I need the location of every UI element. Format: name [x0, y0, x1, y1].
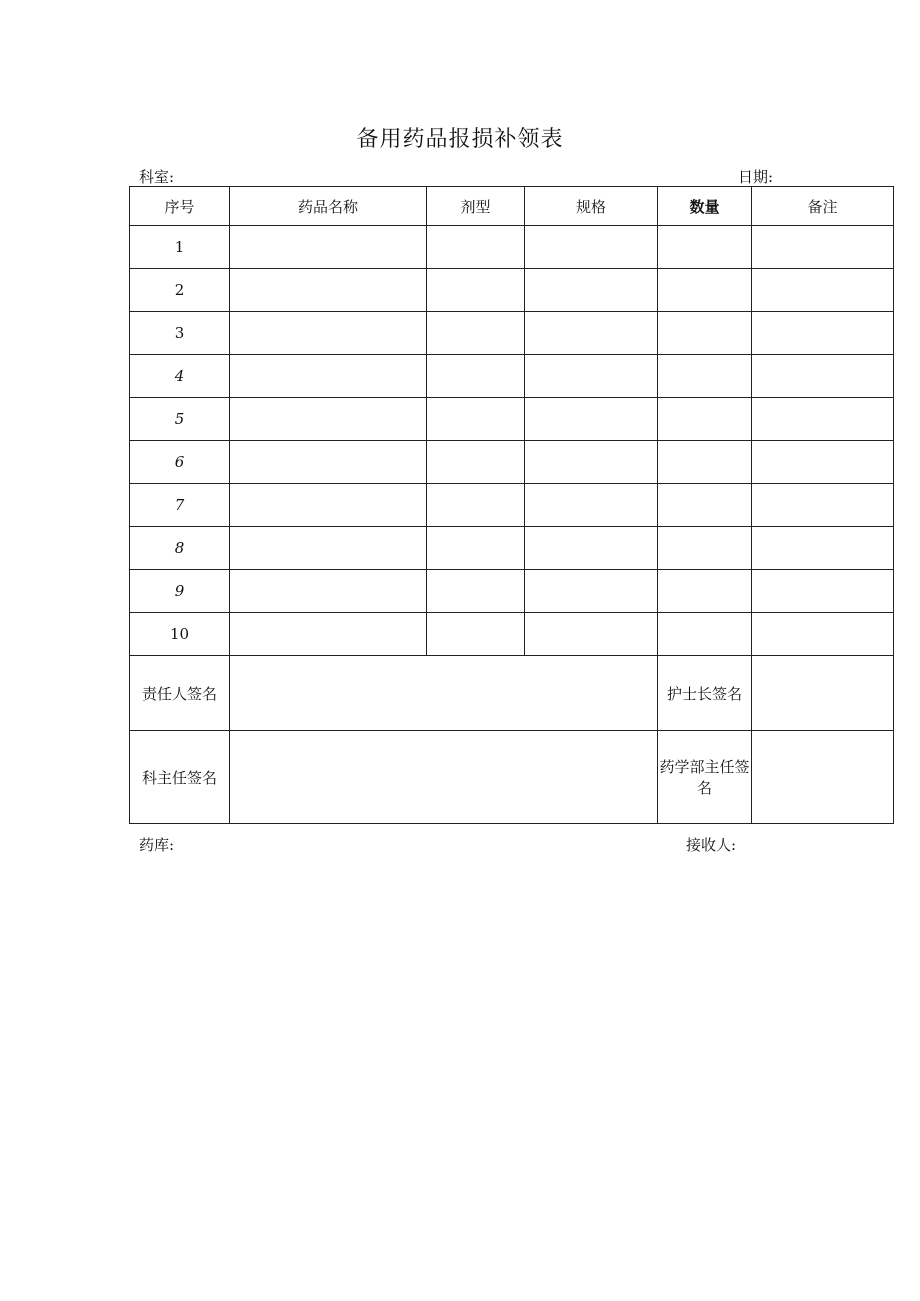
column-header-quantity: 数量 — [658, 187, 752, 226]
dosage-form-cell[interactable] — [427, 355, 525, 398]
specification-cell[interactable] — [525, 570, 658, 613]
quantity-cell[interactable] — [658, 527, 752, 570]
drug-name-cell[interactable] — [230, 441, 427, 484]
responsible-signature-label: 责任人签名 — [130, 656, 230, 731]
table-header-row — [130, 187, 894, 226]
table-row — [130, 312, 894, 355]
remarks-cell[interactable] — [752, 484, 894, 527]
specification-cell[interactable] — [525, 269, 658, 312]
department-label: 科室: — [139, 168, 175, 186]
remarks-cell[interactable] — [752, 355, 894, 398]
quantity-cell[interactable] — [658, 226, 752, 269]
specification-cell[interactable] — [525, 527, 658, 570]
specification-cell[interactable] — [525, 484, 658, 527]
dosage-form-cell[interactable] — [427, 613, 525, 656]
column-header-specification: 规格 — [525, 187, 658, 226]
remarks-cell[interactable] — [752, 441, 894, 484]
drug-name-cell[interactable] — [230, 269, 427, 312]
table-row — [130, 484, 894, 527]
dosage-form-cell[interactable] — [427, 527, 525, 570]
responsible-signature-field[interactable] — [230, 656, 658, 731]
dosage-form-cell[interactable] — [427, 226, 525, 269]
table-row — [130, 527, 894, 570]
row-number: 7 — [130, 484, 230, 527]
row-number: 8 — [130, 527, 230, 570]
drug-name-cell[interactable] — [230, 226, 427, 269]
quantity-cell[interactable] — [658, 269, 752, 312]
dosage-form-cell[interactable] — [427, 570, 525, 613]
row-number: 5 — [130, 398, 230, 441]
receiver-label: 接收人: — [686, 836, 737, 854]
row-number: 3 — [130, 312, 230, 355]
column-header-remarks: 备注 — [752, 187, 894, 226]
quantity-cell[interactable] — [658, 441, 752, 484]
specification-cell[interactable] — [525, 226, 658, 269]
table-row — [130, 355, 894, 398]
drug-name-cell[interactable] — [230, 355, 427, 398]
row-number: 2 — [130, 269, 230, 312]
dosage-form-cell[interactable] — [427, 398, 525, 441]
table-row — [130, 570, 894, 613]
drug-name-cell[interactable] — [230, 312, 427, 355]
signature-row-2 — [130, 731, 894, 824]
dosage-form-cell[interactable] — [427, 441, 525, 484]
remarks-cell[interactable] — [752, 312, 894, 355]
specification-cell[interactable] — [525, 441, 658, 484]
remarks-cell[interactable] — [752, 613, 894, 656]
requisition-table — [129, 186, 894, 824]
dosage-form-cell[interactable] — [427, 484, 525, 527]
dosage-form-cell[interactable] — [427, 269, 525, 312]
quantity-cell[interactable] — [658, 312, 752, 355]
drug-name-cell[interactable] — [230, 484, 427, 527]
dept-director-signature-field[interactable] — [230, 731, 658, 824]
row-number: 10 — [130, 613, 230, 656]
pharmacy-director-signature-field[interactable] — [752, 731, 894, 824]
remarks-cell[interactable] — [752, 527, 894, 570]
dosage-form-cell[interactable] — [427, 312, 525, 355]
dept-director-signature-label: 科主任签名 — [130, 731, 230, 824]
row-number: 6 — [130, 441, 230, 484]
remarks-cell[interactable] — [752, 398, 894, 441]
drug-name-cell[interactable] — [230, 613, 427, 656]
signature-row-1 — [130, 656, 894, 731]
table-row — [130, 441, 894, 484]
row-number: 9 — [130, 570, 230, 613]
row-number: 4 — [130, 355, 230, 398]
quantity-cell[interactable] — [658, 570, 752, 613]
pharmacy-label: 药库: — [139, 836, 175, 854]
date-label: 日期: — [738, 168, 774, 186]
remarks-cell[interactable] — [752, 570, 894, 613]
table-row — [130, 398, 894, 441]
column-header-dosage-form: 剂型 — [427, 187, 525, 226]
head-nurse-signature-field[interactable] — [752, 656, 894, 731]
head-nurse-signature-label: 护士长签名 — [658, 656, 752, 731]
specification-cell[interactable] — [525, 398, 658, 441]
quantity-cell[interactable] — [658, 484, 752, 527]
specification-cell[interactable] — [525, 613, 658, 656]
table-row — [130, 269, 894, 312]
column-header-drug-name: 药品名称 — [230, 187, 427, 226]
quantity-cell[interactable] — [658, 398, 752, 441]
row-number: 1 — [130, 226, 230, 269]
drug-name-cell[interactable] — [230, 570, 427, 613]
specification-cell[interactable] — [525, 312, 658, 355]
table-row — [130, 613, 894, 656]
drug-name-cell[interactable] — [230, 398, 427, 441]
remarks-cell[interactable] — [752, 226, 894, 269]
specification-cell[interactable] — [525, 355, 658, 398]
drug-name-cell[interactable] — [230, 527, 427, 570]
pharmacy-director-signature-label: 药学部主任签名 — [658, 731, 752, 824]
table-row — [130, 226, 894, 269]
page-title: 备用药品报损补领表 — [356, 127, 564, 152]
remarks-cell[interactable] — [752, 269, 894, 312]
column-header-no: 序号 — [130, 187, 230, 226]
quantity-cell[interactable] — [658, 613, 752, 656]
quantity-cell[interactable] — [658, 355, 752, 398]
